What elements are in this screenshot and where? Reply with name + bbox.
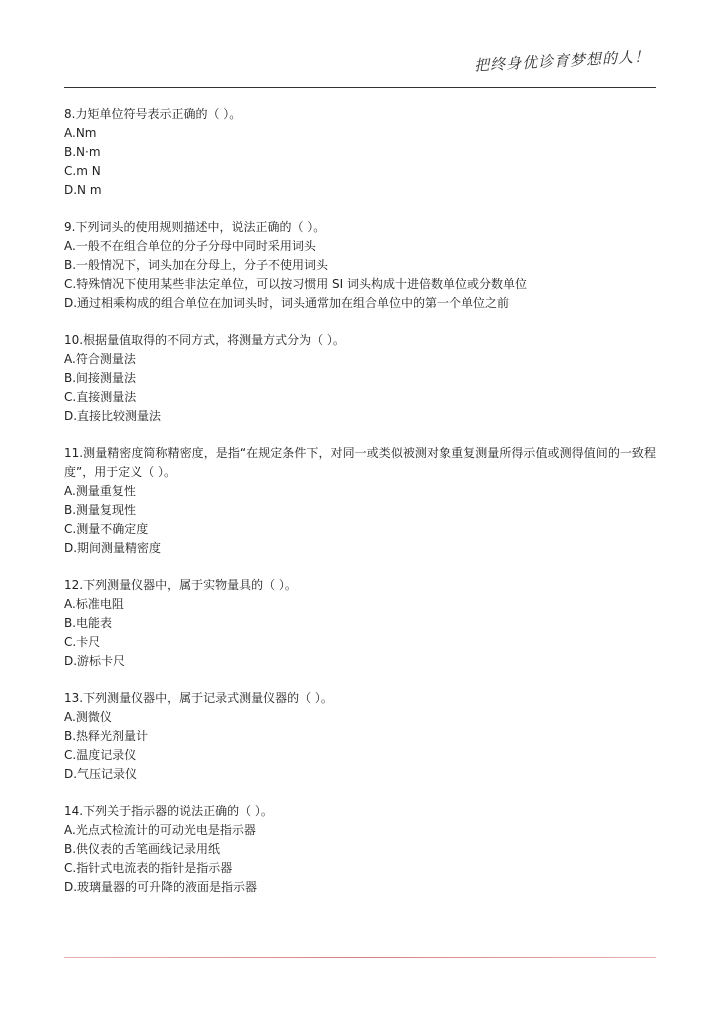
question-11: [64, 444, 656, 558]
question-stem: 11.测量精密度简称精密度，是指“在规定条件下，对同一或类似被测对象重复测量所得示值或测得值间的一致程度”，用于定义（ ）。: [64, 446, 656, 479]
option-b: B.供仪表的舌笔画线记录用纸: [64, 842, 221, 856]
option-a: A.测量重复性: [64, 484, 136, 498]
option-c: C.直接测量法: [64, 390, 137, 404]
option-a: A.Nm: [64, 126, 97, 140]
option-a: A.测微仪: [64, 710, 112, 724]
question-8: [64, 105, 656, 200]
option-a: A.符合测量法: [64, 352, 136, 366]
question-12: [64, 576, 656, 671]
question-stem: 13.下列测量仪器中，属于记录式测量仪器的（ ）。: [64, 691, 333, 705]
option-c: C.特殊情况下使用某些非法定单位，可以按习惯用 SI 词头构成十进倍数单位或分数单位: [64, 277, 527, 291]
option-d: D.气压记录仪: [64, 767, 138, 781]
option-d: D.玻璃量器的可升降的液面是指示器: [64, 880, 258, 894]
header-slogan: 把终身优诊育梦想的人！: [473, 47, 651, 75]
question-13: [64, 689, 656, 784]
question-stem: 12.下列测量仪器中，属于实物量具的（ ）。: [64, 578, 297, 592]
option-c: C.指针式电流表的指针是指示器: [64, 861, 233, 875]
option-c: C.m N: [64, 164, 101, 178]
footer-divider: [64, 957, 656, 958]
header-divider: [64, 87, 656, 88]
option-b: B.测量复现性: [64, 503, 137, 517]
question-stem: 9.下列词头的使用规则描述中，说法正确的（ ）。: [64, 220, 326, 234]
option-c: C.测量不确定度: [64, 522, 149, 536]
question-stem: 10.根据量值取得的不同方式，将测量方式分为（ ）。: [64, 333, 345, 347]
option-b: B.热释光剂量计: [64, 729, 149, 743]
question-14: [64, 802, 656, 897]
option-d: D.游标卡尺: [64, 654, 126, 668]
question-stem: 14.下列关于指示器的说法正确的（ ）。: [64, 804, 273, 818]
option-c: C.卡尺: [64, 635, 101, 649]
question-10: [64, 331, 656, 426]
option-b: B.一般情况下，词头加在分母上，分子不使用词头: [64, 258, 329, 272]
option-b: B.间接测量法: [64, 371, 137, 385]
option-d: D.期间测量精密度: [64, 541, 162, 555]
option-a: A.一般不在组合单位的分子分母中同时采用词头: [64, 239, 316, 253]
question-list: [64, 105, 656, 915]
option-d: D.N m: [64, 183, 102, 197]
option-c: C.温度记录仪: [64, 748, 137, 762]
option-d: D.通过相乘构成的组合单位在加词头时，词头通常加在组合单位中的第一个单位之前: [64, 296, 510, 310]
option-d: D.直接比较测量法: [64, 409, 162, 423]
question-9: [64, 218, 656, 313]
option-b: B.N·m: [64, 145, 101, 159]
option-a: A.光点式检流计的可动光电是指示器: [64, 823, 256, 837]
option-b: B.电能表: [64, 616, 113, 630]
question-stem: 8.力矩单位符号表示正确的（ ）。: [64, 107, 242, 121]
option-a: A.标准电阻: [64, 597, 124, 611]
